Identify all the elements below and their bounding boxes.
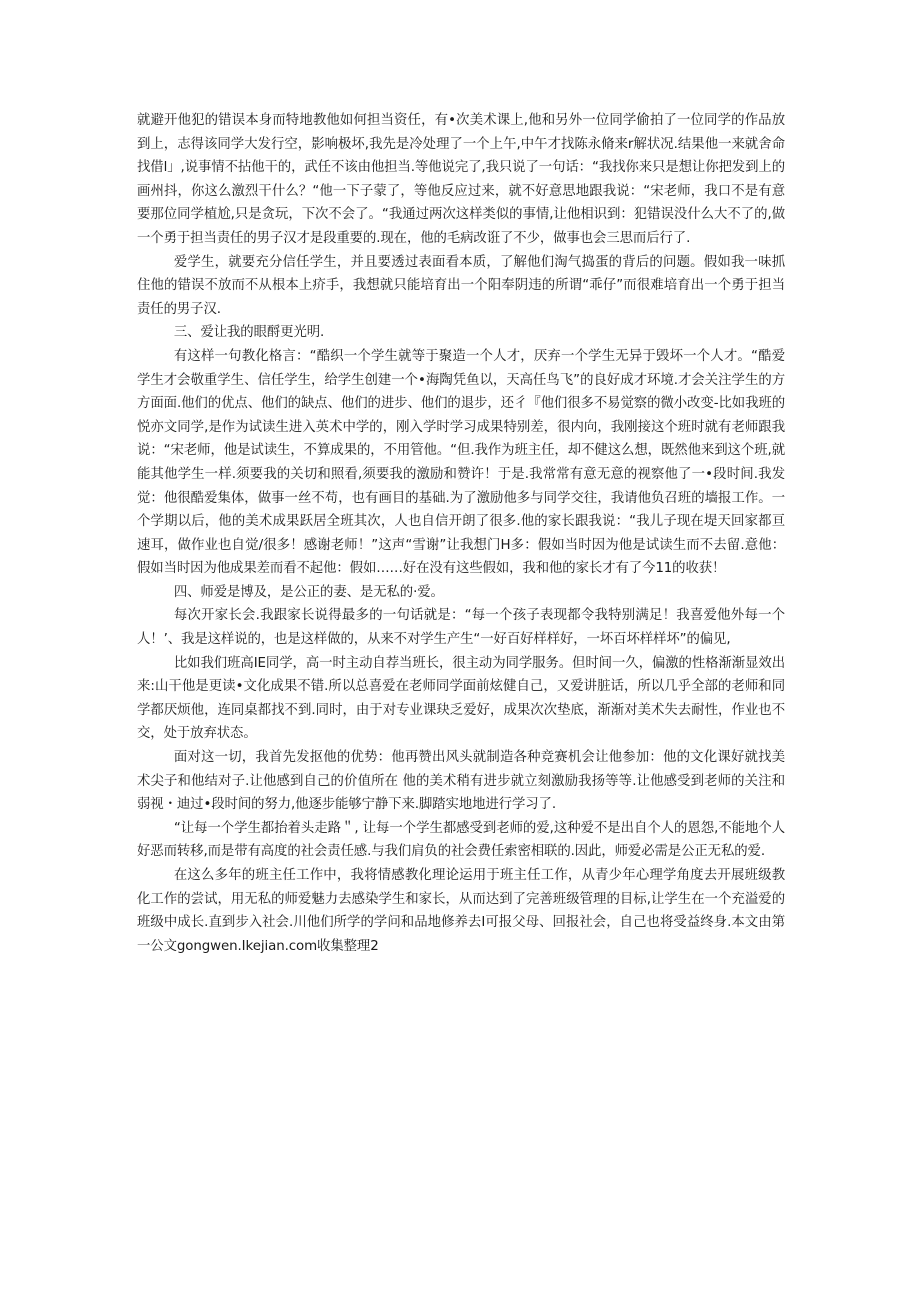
paragraph-1: 就避开他犯的错误本身而特地教他如何担当资任，有•次美术课上,他和另外一位同学偷拍了一位同学的作品放到上，志得该同学大发行空，影响极坏,我先是冷处理了一个上午,中午才找陈永脩来r解状况.结果他一来就舍命找借l」,说事情不拈他干的，武任不该由他担当.等他说完了,我只说了一句话：“我找你来只是想让你把发到上的画州抖，你这么激烈干什么？“他一下子蒙了，等他反应过来，就不好意思地跟我说：“宋老师，我口不是有意要那位同学植尬,只是贪玩，下次不会了。“我通过两次这样类似的事情,让他相识到：犯错误没什么大不了的,做一个勇于担当责任的男子汉才是段重要的.现在，他的毛病改诳了不少，做事也会三思而后行了. [137,113,785,246]
paragraph-5: 比如我们班高IE同学，高一时主动自荐当班长，很主动为同学服务。但时间一久，偏激的性格渐渐显效出来:山干他是更读•文化成果不错.所以总喜爱在老师同学面前炫健自己，又爱讲脏话，所以几乎全部的老师和同学都厌烦他，连同桌都找不到.同时，由于对专业课玦乏爱好，成果次次垫底，渐渐对美术失去耐性，作业也不交，处于放弃状态。 [137,655,785,742]
paragraph-7: “让每一个学生都抬着头走路＂, 让每一个学生都感受到老师的爱,这种爱不是出自个人的恩怨,不能地个人好恶而转移,而是带有高度的社会责任感.与我们肩负的社会费任索密相联的.因此，师爱必需是公正无私的爱. [137,820,785,860]
paragraph-6: 面对这一切，我首先发抠他的优势：他再赞出风头就制造各种竞赛机会让他参加：他的文化课好就找美术尖子和他结对子.让他感到自己的价值所在 他的美术稍有进步就立刻激励我扬等等.让他感受到老师的关注和弱视・迪过•段时间的努力,他逐步能够宁静下来.脚踏实地地进行学习了. [137,750,785,813]
paragraph-3: 有这样一句教化格言：“酷织一个学生就等于聚造一个人才，厌弃一个学生无异于毁坏一个人才。“酷爱学生才会敬重学生、信任学生，给学生创建一个•海陶凭鱼以，天高任鸟飞”的良好成才环境.才会关注学生的方方面面.他们的优点、他们的缺点、他们的进步、他们的退步，还彳『他们很多不易觉察的微小改变-比如我班的悦亦文同学,是作为试读生进入英术中学的，刚入学时学习成果特别差，很内向，我刚接这个班时就有老师跟我说：“宋老师，他是试读生，不算成果的，不用管他。“但.我作为班主任，却不健这么想，既然他来到这个班,就能其他学生一样.须要我的关切和照看,须要我的激励和赞许！于是.我常常有意无意的视察他了一•段时间.我发觉：他很酷爱集体，做事一丝不苟，也有画目的基础.为了激励他多与同学交往，我请他负召班的墙报工作。一个学期以后，他的美术成果跃居全班其次，人也自信开朗了很多.他的家长跟我说：“我儿子现在堤天回家都亘速耳，做作业也自觉/很多！感谢老师！”这声“雪谢”让我想门H多：假如当时因为他是试读生而不去留.意他：假如当时因为他成果差而看不起他：假如……好在没有这些假如，我和他的家长才有了今11的收获！ [137,348,785,577]
section-heading-3: 三、爱让我的眼酹更光明. [173,325,325,341]
paragraph-4: 每次开家长会.我跟家长说得最多的一句话就是：“每一个孩子表现都令我特别满足！我喜爱他外每一个人！’、我是这样说的，也是这样做的，从来不对学生产生“一好百好样样好，一坏百坏样样坏”的偏见, [137,608,785,648]
paragraph-2: 爱学生，就要充分信任学生，并且要透过表面看本质，了解他们淘气捣蛋的背后的问题。假如我一味抓住他的错误不放而不从根本上疥手，我想就只能培育出一个阳奉阴违的所谓“乖仔”而很难培育出一个勇于担当责任的男子汉. [137,254,785,317]
section-heading-4: 四、师爱是博及，是公正的妻、是无私的·爱。 [173,584,444,600]
document-page [137,109,785,958]
paragraph-8: 在这么多年的班主任工作中，我将情感教化理论运用于班主任工作，从青少年心理学角度去开展班级教化工作的尝试，用无私的师爱魅力去感染学生和家长，从而达到了完善班级管理的目标,让学生在一个充溢爱的班级中成长.直到步入社会.川他们所学的学问和品地修养去I可报父母、回报社会，自己也将受益终身.本文由第一公文gongwen.Ikejian.com收集整理2 [137,868,785,954]
